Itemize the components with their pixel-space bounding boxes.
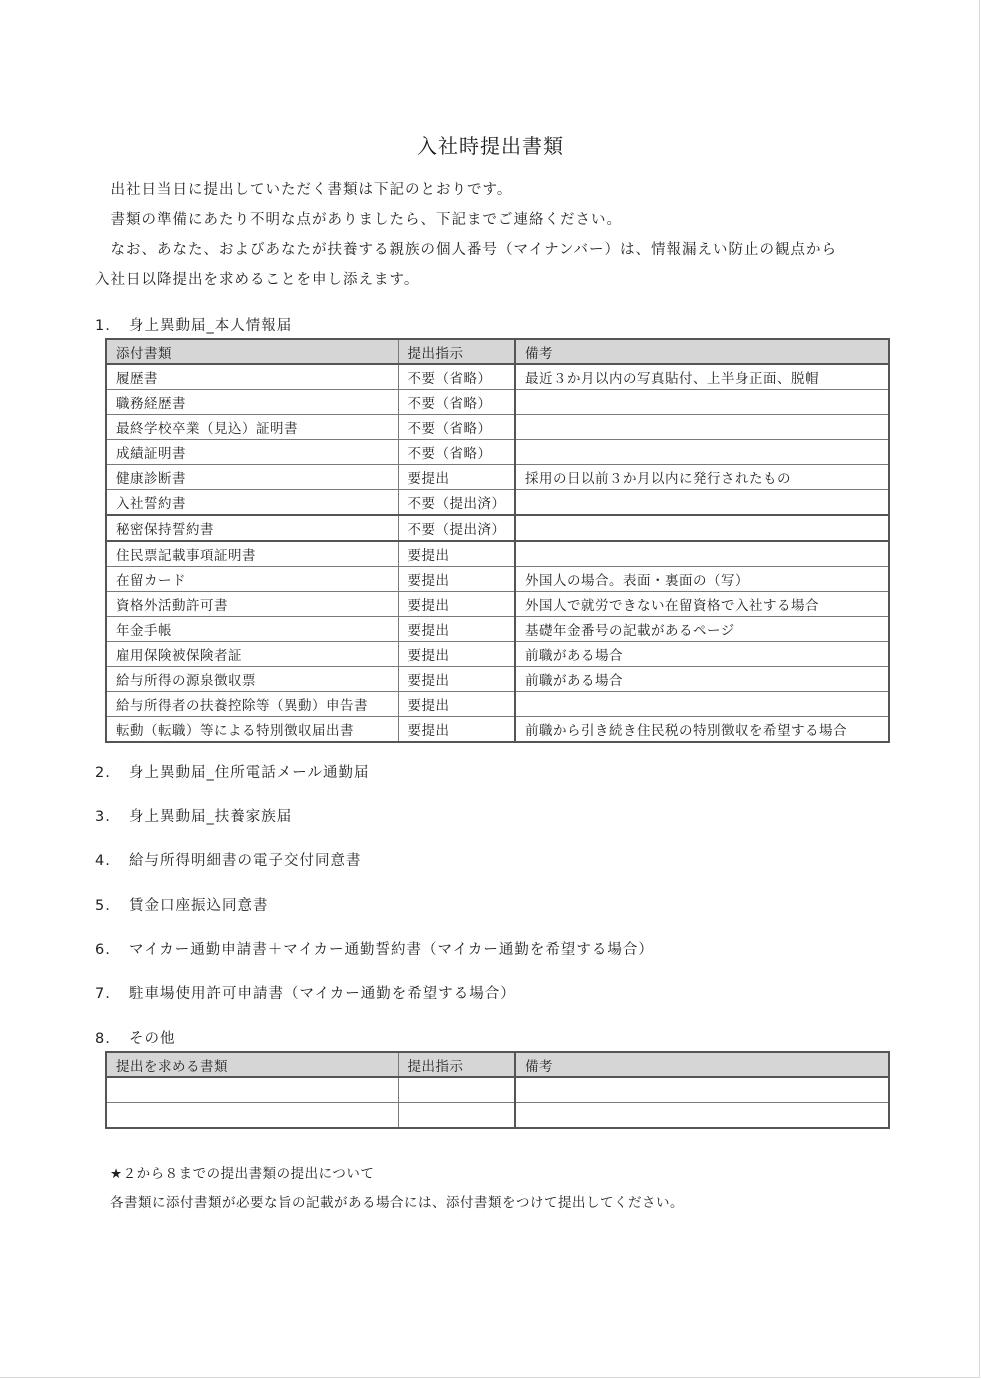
cell-instruction: 要提出	[398, 617, 515, 642]
table-row	[106, 465, 889, 490]
intro-paragraph-2: 書類の準備にあたり不明な点がありましたら、下記までご連絡ください。	[95, 212, 622, 228]
section-1-heading	[95, 314, 292, 335]
cell-document: 給与所得者の扶養控除等（異動）申告書	[106, 692, 398, 717]
cell-remarks	[515, 541, 889, 567]
item-label: 身上異動届_住所電話メール通勤届	[129, 765, 370, 781]
cell-remarks	[515, 490, 889, 516]
cell-document: 年金手帳	[106, 617, 398, 642]
table-row	[106, 390, 889, 415]
cell-instruction: 要提出	[398, 567, 515, 592]
column-header-instruction: 提出指示	[398, 1052, 515, 1077]
cell-document: 給与所得の源泉徴収票	[106, 667, 398, 692]
item-number: 5.	[95, 898, 111, 914]
cell-instruction: 要提出	[398, 717, 515, 743]
section-label: その他	[129, 1031, 176, 1047]
section-number: 1.	[95, 318, 111, 334]
table-row	[106, 567, 889, 592]
list-item	[95, 938, 654, 959]
cell-remarks	[515, 415, 889, 440]
other-documents-table	[105, 1051, 890, 1129]
cell-remarks	[515, 692, 889, 717]
cell-remarks	[515, 440, 889, 465]
cell-remarks	[515, 515, 889, 541]
intro-paragraph-4: 入社日以降提出を求めることを申し添えます。	[95, 272, 420, 288]
cell-remarks	[515, 390, 889, 415]
item-number: 2.	[95, 765, 111, 781]
column-header-remarks: 備考	[515, 1052, 889, 1077]
cell-instruction: 要提出	[398, 592, 515, 617]
cell-remarks: 基礎年金番号の記載があるページ	[515, 617, 889, 642]
cell-remarks: 最近３か月以内の写真貼付、上半身正面、脱帽	[515, 364, 889, 390]
item-number: 3.	[95, 809, 111, 825]
item-number: 6.	[95, 942, 111, 958]
table-row	[106, 642, 889, 667]
cell-document: 最終学校卒業（見込）証明書	[106, 415, 398, 440]
cell-instruction: 要提出	[398, 667, 515, 692]
list-item	[95, 761, 369, 782]
cell-document: 転動（転職）等による特別徴収届出書	[106, 717, 398, 743]
cell-remarks	[515, 1103, 889, 1129]
cell-instruction: 不要（省略）	[398, 440, 515, 465]
table-row	[106, 415, 889, 440]
table-header-row	[106, 1052, 889, 1077]
item-label: 賃金口座振込同意書	[129, 898, 269, 914]
intro-paragraph-3: なお、あなた、およびあなたが扶養する親族の個人番号（マイナンバー）は、情報漏えい防止の観点から	[95, 242, 837, 258]
page-title: 入社時提出書類	[417, 134, 564, 158]
cell-instruction: 要提出	[398, 642, 515, 667]
item-label: 駐車場使用許可申請書（マイカー通勤を希望する場合）	[129, 986, 516, 1002]
table-row	[106, 490, 889, 516]
cell-instruction: 不要（提出済）	[398, 490, 515, 516]
intro-paragraph-1: 出社日当日に提出していただく書類は下記のとおりです。	[95, 182, 513, 198]
list-item	[95, 982, 516, 1003]
table-row	[106, 692, 889, 717]
table-row	[106, 364, 889, 390]
table-row	[106, 667, 889, 692]
table-header-row	[106, 339, 889, 364]
cell-document: 雇用保険被保険者証	[106, 642, 398, 667]
table-row	[106, 1077, 889, 1103]
attachments-table	[105, 338, 890, 743]
cell-instruction: 不要（省略）	[398, 390, 515, 415]
column-header-remarks: 備考	[515, 339, 889, 364]
cell-instruction: 要提出	[398, 465, 515, 490]
cell-document: 成績証明書	[106, 440, 398, 465]
cell-remarks: 採用の日以前３か月以内に発行されたもの	[515, 465, 889, 490]
table-row	[106, 515, 889, 541]
table-row	[106, 617, 889, 642]
column-header-document: 添付書類	[106, 339, 398, 364]
cell-remarks: 外国人で就労できない在留資格で入社する場合	[515, 592, 889, 617]
cell-remarks: 前職から引き続き住民税の特別徴収を希望する場合	[515, 717, 889, 743]
cell-document	[106, 1077, 398, 1103]
list-item	[95, 805, 292, 826]
cell-document: 入社誓約書	[106, 490, 398, 516]
table-row	[106, 541, 889, 567]
item-label: マイカー通勤申請書＋マイカー通勤誓約書（マイカー通勤を希望する場合）	[129, 942, 654, 958]
table-row	[106, 1103, 889, 1129]
cell-document: 履歴書	[106, 364, 398, 390]
cell-instruction: 要提出	[398, 541, 515, 567]
cell-instruction: 不要（省略）	[398, 364, 515, 390]
column-header-document: 提出を求める書類	[106, 1052, 398, 1077]
cell-instruction: 要提出	[398, 692, 515, 717]
column-header-instruction: 提出指示	[398, 339, 515, 364]
list-item	[95, 894, 269, 915]
cell-document: 職務経歴書	[106, 390, 398, 415]
item-label: 身上異動届_扶養家族届	[129, 809, 293, 825]
cell-instruction: 不要（省略）	[398, 415, 515, 440]
cell-document: 秘密保持誓約書	[106, 515, 398, 541]
cell-remarks: 前職がある場合	[515, 642, 889, 667]
item-label: 給与所得明細書の電子交付同意書	[129, 853, 362, 869]
table-row	[106, 592, 889, 617]
cell-document: 住民票記載事項証明書	[106, 541, 398, 567]
table-row	[106, 440, 889, 465]
cell-document	[106, 1103, 398, 1129]
section-number: 8.	[95, 1031, 111, 1047]
cell-document: 健康診断書	[106, 465, 398, 490]
cell-instruction: 不要（提出済）	[398, 515, 515, 541]
section-label: 身上異動届_本人情報届	[129, 318, 293, 334]
list-item	[95, 849, 362, 870]
cell-instruction	[398, 1103, 515, 1129]
cell-document: 在留カード	[106, 567, 398, 592]
cell-remarks	[515, 1077, 889, 1103]
note-body: 各書類に添付書類が必要な旨の記載がある場合には、添付書類をつけて提出してください。	[110, 1195, 684, 1211]
item-number: 4.	[95, 853, 111, 869]
cell-remarks: 前職がある場合	[515, 667, 889, 692]
table-row	[106, 717, 889, 743]
section-8-heading	[95, 1027, 176, 1048]
cell-document: 資格外活動許可書	[106, 592, 398, 617]
item-number: 7.	[95, 986, 111, 1002]
note-heading: ★２から８までの提出書類の提出について	[110, 1166, 375, 1182]
cell-remarks: 外国人の場合。表面・裏面の（写）	[515, 567, 889, 592]
cell-instruction	[398, 1077, 515, 1103]
